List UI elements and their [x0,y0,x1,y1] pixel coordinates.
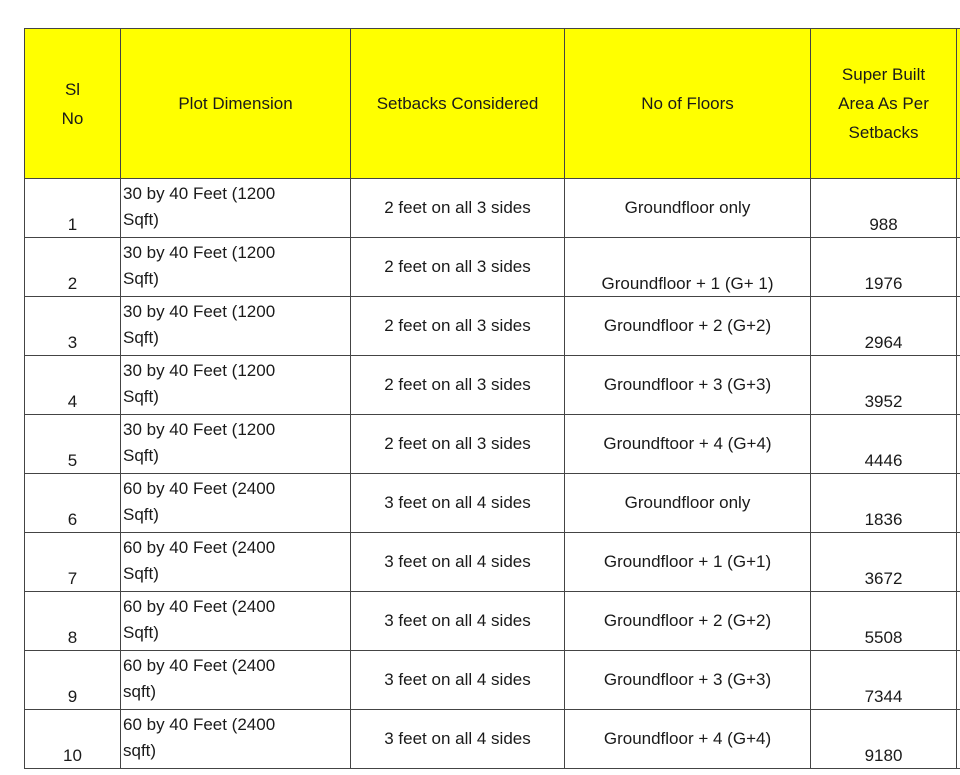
row-extra-cell [957,415,960,474]
row-plot-dimension-line: 30 by 40 Feet (1200 [123,243,276,262]
row-plot-dimension-line: sqft) [123,741,157,760]
row-plot-dimension-line: 60 by 40 Feet (2400 [123,597,276,616]
header-sl-no [25,29,121,179]
document-sheet [24,28,960,769]
row-plot-dimension [121,238,351,297]
row-plot-dimension-line: Sqft) [123,623,159,642]
table-row [25,474,960,533]
row-extra-cell [957,592,960,651]
row-extra-cell [957,356,960,415]
table-body [25,179,960,769]
row-setbacks: 2 feet on all 3 sides [351,415,565,474]
row-area: 9180 [811,710,957,769]
plot-area-table [24,28,960,769]
row-plot-dimension-line: 60 by 40 Feet (2400 [123,715,276,734]
table-row [25,238,960,297]
row-setbacks: 3 feet on all 4 sides [351,651,565,710]
row-area: 7344 [811,651,957,710]
row-area: 3672 [811,533,957,592]
row-plot-dimension-line: Sqft) [123,328,159,347]
header-plot-dimension: Plot Dimension [121,29,351,179]
table-row [25,356,960,415]
header-area [811,29,957,179]
header-area-line-2: Area As Per [838,94,929,113]
row-extra-cell [957,297,960,356]
row-sl-no: 4 [25,356,121,415]
header-area-line-1: Super Built [841,65,926,84]
header-sl-no-line-1: Sl [64,79,81,99]
row-plot-dimension-line: Sqft) [123,269,159,288]
row-area: 2964 [811,297,957,356]
row-plot-dimension-line: Sqft) [123,210,159,229]
row-plot-dimension [121,356,351,415]
row-extra-cell [957,651,960,710]
row-setbacks: 3 feet on all 4 sides [351,474,565,533]
row-plot-dimension [121,179,351,238]
row-plot-dimension-line: 30 by 40 Feet (1200 [123,184,276,203]
row-plot-dimension [121,297,351,356]
header-setbacks: Setbacks Considered [351,29,565,179]
row-plot-dimension-line: 30 by 40 Feet (1200 [123,302,276,321]
row-area: 4446 [811,415,957,474]
row-plot-dimension-line: 60 by 40 Feet (2400 [123,656,276,675]
table-row [25,533,960,592]
row-floors: Groundfloor + 2 (G+2) [565,592,811,651]
header-row [25,29,960,179]
row-floors: Groundfloor + 2 (G+2) [565,297,811,356]
header-area-line-3: Setbacks [848,123,919,142]
row-plot-dimension [121,474,351,533]
row-sl-no: 2 [25,238,121,297]
row-area: 5508 [811,592,957,651]
row-plot-dimension-line: 60 by 40 Feet (2400 [123,479,276,498]
row-plot-dimension-line: Sqft) [123,505,159,524]
table-row [25,297,960,356]
header-floors: No of Floors [565,29,811,179]
row-area: 988 [811,179,957,238]
row-plot-dimension [121,651,351,710]
row-extra-cell [957,179,960,238]
row-setbacks: 3 feet on all 4 sides [351,592,565,651]
row-sl-no: 7 [25,533,121,592]
row-area: 1976 [811,238,957,297]
row-sl-no: 5 [25,415,121,474]
row-plot-dimension-line: sqft) [123,682,157,701]
row-floors: Groundfloor + 1 (G+ 1) [565,238,811,297]
row-setbacks: 3 feet on all 4 sides [351,533,565,592]
row-extra-cell [957,474,960,533]
table-header [25,29,960,179]
header-sl-no-line-2: No [61,108,84,128]
row-floors: Groundfloor only [565,179,811,238]
row-sl-no: 10 [25,710,121,769]
row-plot-dimension [121,533,351,592]
row-plot-dimension [121,710,351,769]
row-setbacks: 2 feet on all 3 sides [351,356,565,415]
table-row [25,179,960,238]
row-extra-cell [957,533,960,592]
row-floors: Groundfloor + 3 (G+3) [565,356,811,415]
row-setbacks: 2 feet on all 3 sides [351,238,565,297]
row-extra-cell [957,710,960,769]
header-extra-column [957,29,960,179]
table-row [25,651,960,710]
row-plot-dimension-line: Sqft) [123,446,159,465]
row-plot-dimension-line: 30 by 40 Feet (1200 [123,420,276,439]
row-area: 3952 [811,356,957,415]
row-plot-dimension [121,415,351,474]
row-plot-dimension [121,592,351,651]
row-sl-no: 3 [25,297,121,356]
row-area: 1836 [811,474,957,533]
row-plot-dimension-line: 30 by 40 Feet (1200 [123,361,276,380]
row-floors: Groundfloor + 1 (G+1) [565,533,811,592]
row-floors: Groundfloor + 4 (G+4) [565,710,811,769]
row-plot-dimension-line: 60 by 40 Feet (2400 [123,538,276,557]
row-plot-dimension-line: Sqft) [123,387,159,406]
table-row [25,592,960,651]
row-plot-dimension-line: Sqft) [123,564,159,583]
row-floors: Groundfloor + 3 (G+3) [565,651,811,710]
row-extra-cell [957,238,960,297]
row-sl-no: 9 [25,651,121,710]
row-floors: Groundftoor + 4 (G+4) [565,415,811,474]
row-sl-no: 8 [25,592,121,651]
row-sl-no: 1 [25,179,121,238]
row-floors: Groundfloor only [565,474,811,533]
row-sl-no: 6 [25,474,121,533]
table-row [25,415,960,474]
table-row [25,710,960,769]
row-setbacks: 2 feet on all 3 sides [351,179,565,238]
row-setbacks: 3 feet on all 4 sides [351,710,565,769]
row-setbacks: 2 feet on all 3 sides [351,297,565,356]
